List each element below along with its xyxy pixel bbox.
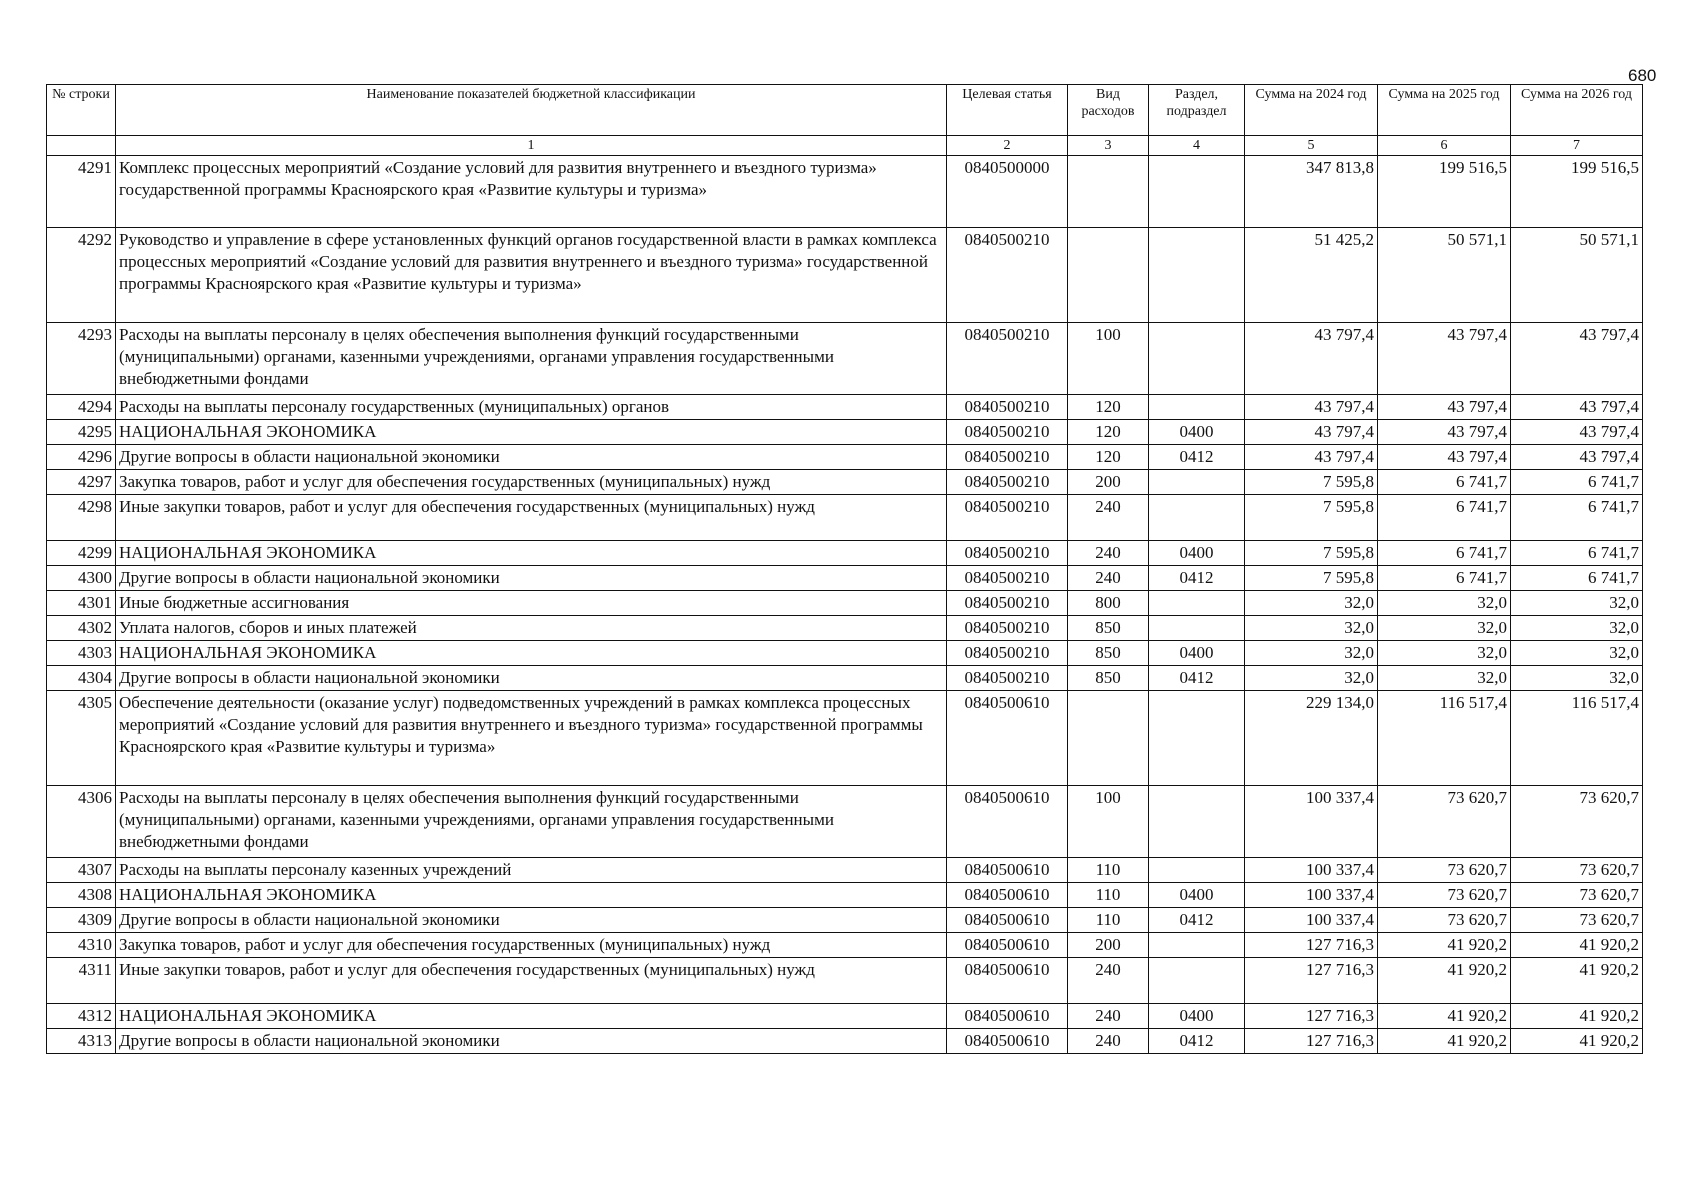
indicator-name-cell: НАЦИОНАЛЬНАЯ ЭКОНОМИКА [116,420,947,445]
indicator-name-cell: Закупка товаров, работ и услуг для обеспечения государственных (муниципальных) нужд [116,933,947,958]
indicator-name-cell: Иные бюджетные ассигнования [116,591,947,616]
row-number-cell: 4301 [47,591,116,616]
header-num-6: 6 [1378,136,1511,156]
sum-2026-cell: 32,0 [1511,616,1643,641]
sum-2026-cell: 73 620,7 [1511,858,1643,883]
section-code-cell [1149,495,1245,541]
indicator-name-cell: Расходы на выплаты персоналу в целях обеспечения выполнения функций государственными (муниципальными) органами, казенными учреждениями, органами управления государственными внебюджетными фондами [116,786,947,858]
expense-type-cell: 120 [1068,445,1149,470]
row-number-cell: 4305 [47,691,116,786]
sum-2024-cell: 7 595,8 [1245,566,1378,591]
table-row [47,495,1643,541]
table-row [47,1004,1643,1029]
sum-2024-cell: 229 134,0 [1245,691,1378,786]
section-code-cell [1149,616,1245,641]
sum-2025-cell: 116 517,4 [1378,691,1511,786]
expense-type-cell [1068,228,1149,323]
sum-2025-cell: 43 797,4 [1378,420,1511,445]
table-row [47,323,1643,395]
header-sum-2026: Сумма на 2026 год [1511,85,1643,136]
indicator-name-cell: Обеспечение деятельности (оказание услуг) подведомственных учреждений в рамках комплекса процессных мероприятий «Создание условий для развития внутреннего и въездного туризма» государственной программы Красноярского края «Развитие культуры и туризма» [116,691,947,786]
expense-type-cell: 120 [1068,395,1149,420]
expense-type-cell: 200 [1068,933,1149,958]
row-number-cell: 4310 [47,933,116,958]
sum-2026-cell: 116 517,4 [1511,691,1643,786]
sum-2024-cell: 127 716,3 [1245,1029,1378,1054]
row-number-cell: 4294 [47,395,116,420]
sum-2024-cell: 347 813,8 [1245,156,1378,228]
target-article-cell: 0840500210 [947,228,1068,323]
expense-type-cell: 240 [1068,1004,1149,1029]
header-indicator-name: Наименование показателей бюджетной классификации [116,85,947,136]
indicator-name-cell: Комплекс процессных мероприятий «Создание условий для развития внутреннего и въездного туризма» государственной программы Красноярского края «Развитие культуры и туризма» [116,156,947,228]
sum-2026-cell: 32,0 [1511,666,1643,691]
expense-type-cell: 850 [1068,641,1149,666]
indicator-name-cell: НАЦИОНАЛЬНАЯ ЭКОНОМИКА [116,641,947,666]
target-article-cell: 0840500210 [947,541,1068,566]
sum-2024-cell: 127 716,3 [1245,958,1378,1004]
sum-2024-cell: 43 797,4 [1245,395,1378,420]
sum-2026-cell: 43 797,4 [1511,323,1643,395]
expense-type-cell: 240 [1068,566,1149,591]
sum-2025-cell: 6 741,7 [1378,541,1511,566]
row-number-cell: 4291 [47,156,116,228]
indicator-name-cell: НАЦИОНАЛЬНАЯ ЭКОНОМИКА [116,541,947,566]
sum-2025-cell: 43 797,4 [1378,395,1511,420]
table-row [47,228,1643,323]
row-number-cell: 4309 [47,908,116,933]
header-num-7: 7 [1511,136,1643,156]
target-article-cell: 0840500000 [947,156,1068,228]
section-code-cell [1149,228,1245,323]
sum-2025-cell: 41 920,2 [1378,1004,1511,1029]
sum-2025-cell: 32,0 [1378,591,1511,616]
expense-type-cell: 100 [1068,786,1149,858]
sum-2025-cell: 32,0 [1378,616,1511,641]
row-number-cell: 4298 [47,495,116,541]
sum-2025-cell: 73 620,7 [1378,883,1511,908]
table-row [47,858,1643,883]
header-target-article: Целевая статья [947,85,1068,136]
indicator-name-cell: Иные закупки товаров, работ и услуг для обеспечения государственных (муниципальных) нужд [116,495,947,541]
budget-table [46,84,1643,1054]
section-code-cell [1149,786,1245,858]
sum-2024-cell: 32,0 [1245,666,1378,691]
sum-2024-cell: 43 797,4 [1245,420,1378,445]
indicator-name-cell: Другие вопросы в области национальной экономики [116,1029,947,1054]
table-row [47,445,1643,470]
row-number-cell: 4303 [47,641,116,666]
row-number-cell: 4300 [47,566,116,591]
row-number-cell: 4308 [47,883,116,908]
sum-2025-cell: 6 741,7 [1378,470,1511,495]
section-code-cell: 0412 [1149,666,1245,691]
sum-2025-cell: 41 920,2 [1378,933,1511,958]
section-code-cell [1149,691,1245,786]
sum-2024-cell: 127 716,3 [1245,933,1378,958]
target-article-cell: 0840500210 [947,470,1068,495]
row-number-cell: 4304 [47,666,116,691]
indicator-name-cell: Другие вопросы в области национальной экономики [116,908,947,933]
sum-2025-cell: 43 797,4 [1378,445,1511,470]
sum-2026-cell: 41 920,2 [1511,1004,1643,1029]
section-code-cell: 0400 [1149,1004,1245,1029]
sum-2024-cell: 32,0 [1245,641,1378,666]
sum-2026-cell: 6 741,7 [1511,495,1643,541]
target-article-cell: 0840500210 [947,616,1068,641]
header-num-3: 3 [1068,136,1149,156]
row-number-cell: 4306 [47,786,116,858]
target-article-cell: 0840500210 [947,641,1068,666]
target-article-cell: 0840500610 [947,1004,1068,1029]
target-article-cell: 0840500210 [947,495,1068,541]
table-row [47,395,1643,420]
sum-2025-cell: 41 920,2 [1378,1029,1511,1054]
header-num-4: 4 [1149,136,1245,156]
table-row [47,566,1643,591]
sum-2024-cell: 7 595,8 [1245,495,1378,541]
header-num-1: 1 [116,136,947,156]
sum-2025-cell: 32,0 [1378,666,1511,691]
section-code-cell [1149,395,1245,420]
expense-type-cell: 240 [1068,495,1149,541]
expense-type-cell: 850 [1068,666,1149,691]
sum-2025-cell: 43 797,4 [1378,323,1511,395]
expense-type-cell: 120 [1068,420,1149,445]
section-code-cell [1149,933,1245,958]
indicator-name-cell: НАЦИОНАЛЬНАЯ ЭКОНОМИКА [116,883,947,908]
section-code-cell [1149,470,1245,495]
table-row [47,883,1643,908]
section-code-cell: 0400 [1149,641,1245,666]
row-number-cell: 4295 [47,420,116,445]
target-article-cell: 0840500610 [947,908,1068,933]
sum-2024-cell: 32,0 [1245,591,1378,616]
section-code-cell [1149,858,1245,883]
expense-type-cell: 110 [1068,858,1149,883]
sum-2026-cell: 50 571,1 [1511,228,1643,323]
indicator-name-cell: Руководство и управление в сфере установленных функций органов государственной власти в рамках комплекса процессных мероприятий «Создание условий для развития внутреннего и въездного туризма» государственной программы Красноярского края «Развитие культуры и туризма» [116,228,947,323]
table-row [47,1029,1643,1054]
table-row [47,470,1643,495]
target-article-cell: 0840500210 [947,323,1068,395]
indicator-name-cell: Расходы на выплаты персоналу государственных (муниципальных) органов [116,395,947,420]
table-row [47,666,1643,691]
target-article-cell: 0840500610 [947,883,1068,908]
expense-type-cell: 110 [1068,883,1149,908]
target-article-cell: 0840500210 [947,395,1068,420]
target-article-cell: 0840500610 [947,1029,1068,1054]
expense-type-cell [1068,156,1149,228]
expense-type-cell [1068,691,1149,786]
header-sum-2025: Сумма на 2025 год [1378,85,1511,136]
target-article-cell: 0840500610 [947,691,1068,786]
section-code-cell [1149,591,1245,616]
table-row [47,908,1643,933]
section-code-cell: 0412 [1149,908,1245,933]
sum-2026-cell: 41 920,2 [1511,1029,1643,1054]
indicator-name-cell: Уплата налогов, сборов и иных платежей [116,616,947,641]
target-article-cell: 0840500610 [947,786,1068,858]
indicator-name-cell: Расходы на выплаты персоналу в целях обеспечения выполнения функций государственными (муниципальными) органами, казенными учреждениями, органами управления государственными внебюджетными фондами [116,323,947,395]
sum-2024-cell: 100 337,4 [1245,883,1378,908]
row-number-cell: 4297 [47,470,116,495]
table-row [47,691,1643,786]
row-number-cell: 4311 [47,958,116,1004]
target-article-cell: 0840500210 [947,566,1068,591]
target-article-cell: 0840500610 [947,958,1068,1004]
target-article-cell: 0840500210 [947,666,1068,691]
sum-2024-cell: 51 425,2 [1245,228,1378,323]
sum-2024-cell: 32,0 [1245,616,1378,641]
expense-type-cell: 200 [1068,470,1149,495]
sum-2025-cell: 50 571,1 [1378,228,1511,323]
sum-2026-cell: 73 620,7 [1511,883,1643,908]
table-row [47,420,1643,445]
header-section: Раздел, подраздел [1149,85,1245,136]
header-number-row [47,136,1643,156]
target-article-cell: 0840500610 [947,933,1068,958]
sum-2025-cell: 199 516,5 [1378,156,1511,228]
indicator-name-cell: НАЦИОНАЛЬНАЯ ЭКОНОМИКА [116,1004,947,1029]
sum-2026-cell: 73 620,7 [1511,908,1643,933]
expense-type-cell: 240 [1068,1029,1149,1054]
table-body [47,156,1643,1054]
sum-2025-cell: 73 620,7 [1378,908,1511,933]
page-number: 680 [1628,66,1657,85]
row-number-cell: 4292 [47,228,116,323]
sum-2024-cell: 43 797,4 [1245,445,1378,470]
sum-2024-cell: 100 337,4 [1245,858,1378,883]
sum-2025-cell: 41 920,2 [1378,958,1511,1004]
section-code-cell [1149,958,1245,1004]
sum-2026-cell: 199 516,5 [1511,156,1643,228]
sum-2025-cell: 73 620,7 [1378,786,1511,858]
target-article-cell: 0840500610 [947,858,1068,883]
sum-2026-cell: 6 741,7 [1511,566,1643,591]
sum-2025-cell: 6 741,7 [1378,566,1511,591]
sum-2024-cell: 7 595,8 [1245,470,1378,495]
row-number-cell: 4302 [47,616,116,641]
section-code-cell [1149,156,1245,228]
header-num-2: 2 [947,136,1068,156]
sum-2024-cell: 100 337,4 [1245,908,1378,933]
header-num-empty [47,136,116,156]
expense-type-cell: 800 [1068,591,1149,616]
expense-type-cell: 240 [1068,958,1149,1004]
section-code-cell: 0400 [1149,420,1245,445]
section-code-cell: 0412 [1149,445,1245,470]
table-row [47,156,1643,228]
indicator-name-cell: Другие вопросы в области национальной экономики [116,445,947,470]
sum-2026-cell: 41 920,2 [1511,958,1643,1004]
table-row [47,616,1643,641]
sum-2026-cell: 32,0 [1511,591,1643,616]
expense-type-cell: 110 [1068,908,1149,933]
sum-2026-cell: 32,0 [1511,641,1643,666]
table-row [47,933,1643,958]
sum-2026-cell: 43 797,4 [1511,420,1643,445]
sum-2026-cell: 41 920,2 [1511,933,1643,958]
section-code-cell: 0400 [1149,541,1245,566]
table-row [47,786,1643,858]
header-expense-type: Вид расходов [1068,85,1149,136]
row-number-cell: 4299 [47,541,116,566]
target-article-cell: 0840500210 [947,445,1068,470]
sum-2024-cell: 100 337,4 [1245,786,1378,858]
sum-2025-cell: 32,0 [1378,641,1511,666]
table-row [47,641,1643,666]
sum-2024-cell: 127 716,3 [1245,1004,1378,1029]
indicator-name-cell: Другие вопросы в области национальной экономики [116,566,947,591]
sum-2025-cell: 73 620,7 [1378,858,1511,883]
row-number-cell: 4307 [47,858,116,883]
section-code-cell: 0412 [1149,1029,1245,1054]
row-number-cell: 4313 [47,1029,116,1054]
header-num-5: 5 [1245,136,1378,156]
expense-type-cell: 850 [1068,616,1149,641]
indicator-name-cell: Закупка товаров, работ и услуг для обеспечения государственных (муниципальных) нужд [116,470,947,495]
expense-type-cell: 100 [1068,323,1149,395]
row-number-cell: 4312 [47,1004,116,1029]
sum-2026-cell: 6 741,7 [1511,470,1643,495]
section-code-cell [1149,323,1245,395]
sum-2026-cell: 6 741,7 [1511,541,1643,566]
header-row [47,85,1643,136]
section-code-cell: 0400 [1149,883,1245,908]
header-sum-2024: Сумма на 2024 год [1245,85,1378,136]
table-row [47,958,1643,1004]
indicator-name-cell: Другие вопросы в области национальной экономики [116,666,947,691]
section-code-cell: 0412 [1149,566,1245,591]
header-row-number: № строки [47,85,116,136]
table-row [47,591,1643,616]
row-number-cell: 4293 [47,323,116,395]
sum-2026-cell: 73 620,7 [1511,786,1643,858]
table-row [47,541,1643,566]
sum-2024-cell: 7 595,8 [1245,541,1378,566]
indicator-name-cell: Иные закупки товаров, работ и услуг для обеспечения государственных (муниципальных) нужд [116,958,947,1004]
row-number-cell: 4296 [47,445,116,470]
indicator-name-cell: Расходы на выплаты персоналу казенных учреждений [116,858,947,883]
sum-2024-cell: 43 797,4 [1245,323,1378,395]
sum-2026-cell: 43 797,4 [1511,395,1643,420]
target-article-cell: 0840500210 [947,591,1068,616]
target-article-cell: 0840500210 [947,420,1068,445]
sum-2025-cell: 6 741,7 [1378,495,1511,541]
sum-2026-cell: 43 797,4 [1511,445,1643,470]
expense-type-cell: 240 [1068,541,1149,566]
